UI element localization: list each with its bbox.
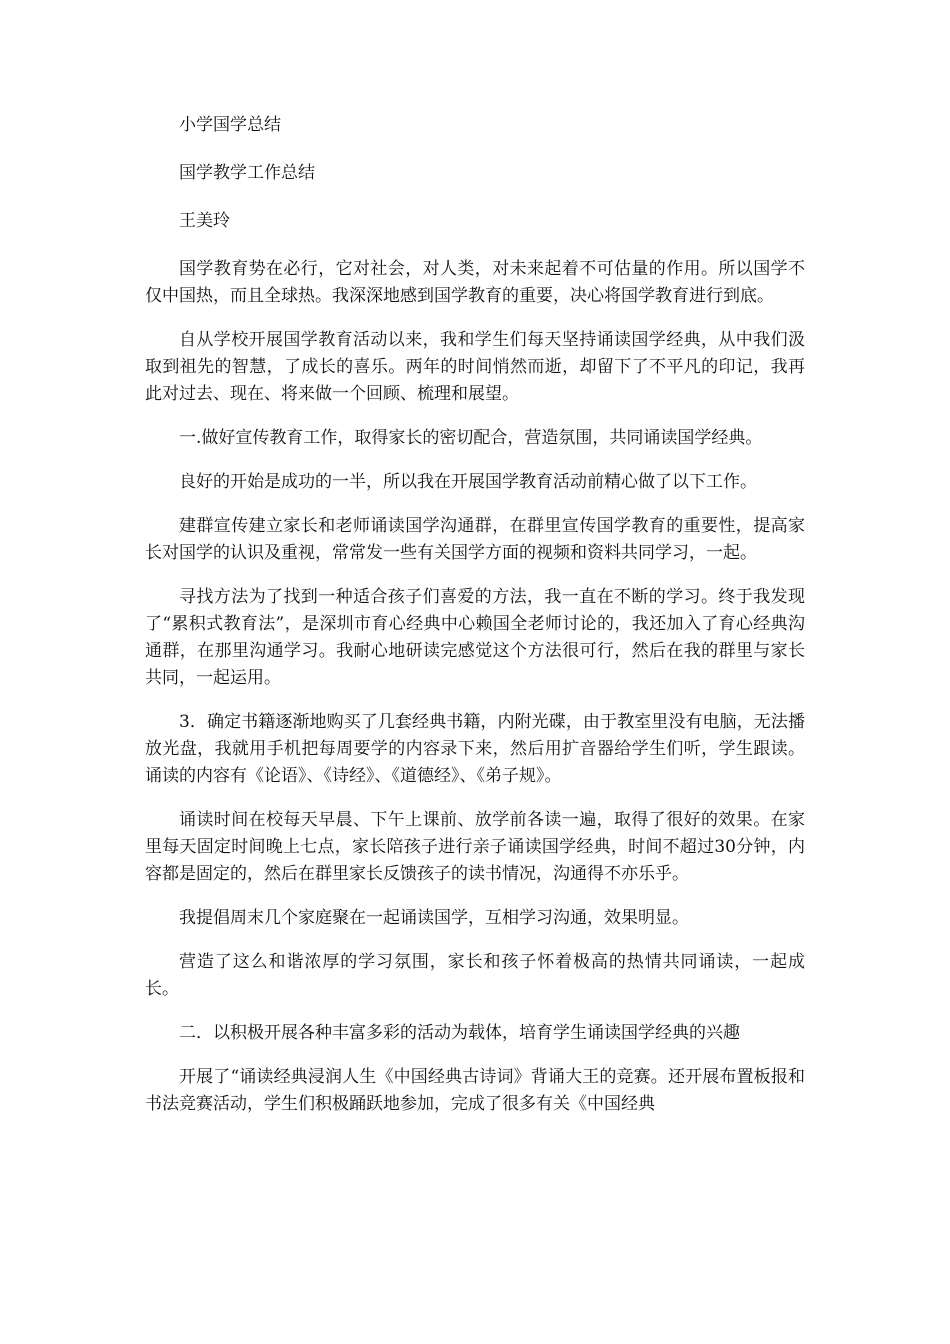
paragraph: 3．确定书籍逐渐地购买了几套经典书籍，内附光碟，由于教室里没有电脑，无法播放光盘，我就用手机把每周要学的内容录下来，然后用扩音器给学生们听，学生跟读。诵读的内容有《论语》、《诗经》、《道德经》、《弟子规》。	[145, 712, 805, 786]
paragraph: 我提倡周末几个家庭聚在一起诵读国学，互相学习沟通，效果明显。	[179, 908, 689, 928]
paragraph: 开展了“诵读经典浸润人生《中国经典古诗词》背诵大王的竞赛。还开展布置板报和书法竞赛活动，学生们积极踊跃地参加，完成了很多有关《中国经典	[145, 1067, 805, 1114]
document-title: 小学国学总结	[179, 115, 281, 135]
document-subtitle: 国学教学工作总结	[179, 163, 315, 183]
paragraph: 自从学校开展国学教育活动以来，我和学生们每天坚持诵读国学经典，从中我们汲取到祖先的智慧，了成长的喜乐。两年的时间悄然而逝，却留下了不平凡的印记，我再此对过去、现在、将来做一个回顾、梳理和展望。	[145, 330, 805, 404]
paragraph: 国学教育势在必行，它对社会，对人类，对未来起着不可估量的作用。所以国学不仅中国热，而且全球热。我深深地感到国学教育的重要，决心将国学教育进行到底。	[145, 259, 805, 306]
paragraph: 寻找方法为了找到一种适合孩子们喜爱的方法，我一直在不断的学习。终于我发现了“累积式教育法”，是深圳市育心经典中心赖国全老师讨论的，我还加入了育心经典沟通群，在那里沟通学习。我耐心地研读完感觉这个方法很可行，然后在我的群里与家长共同，一起运用。	[145, 587, 805, 688]
document-author: 王美玲	[179, 211, 230, 231]
section-heading: 二．以积极开展各种丰富多彩的活动为载体，培育学生诵读国学经典的兴趣	[179, 1023, 740, 1043]
paragraph: 建群宣传建立家长和老师诵读国学沟通群，在群里宣传国学教育的重要性，提高家长对国学的认识及重视，常常发一些有关国学方面的视频和资料共同学习，一起。	[145, 516, 805, 563]
document-body	[145, 112, 805, 1135]
section-heading: 一.做好宣传教育工作，取得家长的密切配合，营造氛围，共同诵读国学经典。	[179, 428, 763, 448]
paragraph: 诵读时间在校每天早晨、下午上课前、放学前各读一遍，取得了很好的效果。在家里每天固定时间晚上七点，家长陪孩子进行亲子诵读国学经典，时间不超过30分钟，内容都是固定的，然后在群里家长反馈孩子的读书情况，沟通得不亦乐乎。	[145, 810, 805, 884]
paragraph: 营造了这么和谐浓厚的学习氛围，家长和孩子怀着极高的热情共同诵读，一起成长。	[145, 952, 805, 999]
paragraph: 良好的开始是成功的一半，所以我在开展国学教育活动前精心做了以下工作。	[179, 472, 757, 492]
